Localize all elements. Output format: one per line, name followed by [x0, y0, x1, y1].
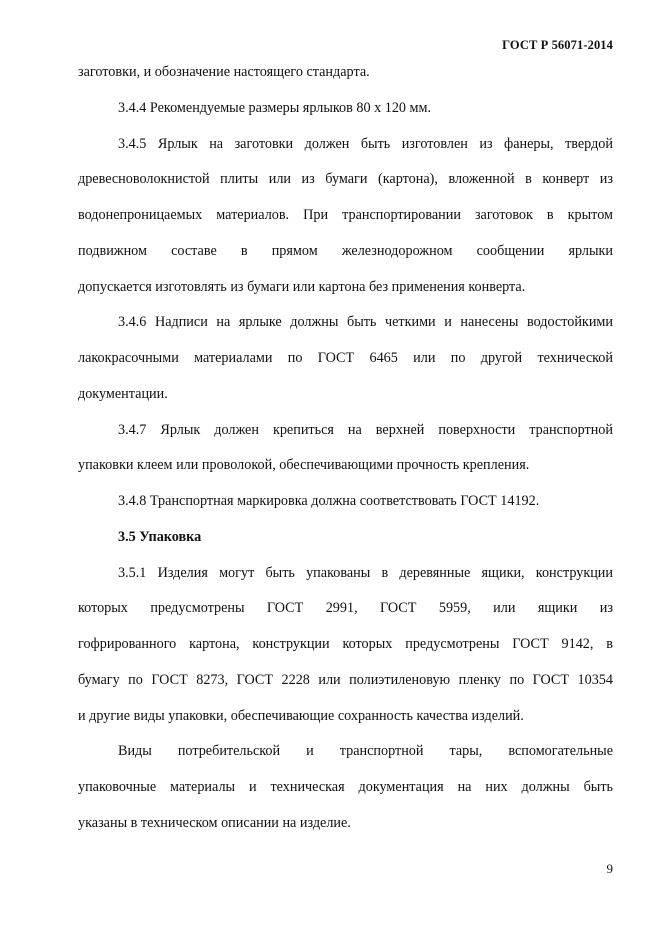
text-line: упаковочные материалы и техническая документация на них должны быть [78, 779, 613, 795]
text-line: 3.4.5 Ярлык на заготовки должен быть изготовлен из фанеры, твердой [118, 136, 613, 152]
text-line: Виды потребительской и транспортной тары, вспомогательные [118, 743, 613, 759]
text-line: 3.4.4 Рекомендуемые размеры ярлыков 80 х 120 мм. [118, 100, 432, 116]
text-line: 3.4.6 Надписи на ярлыке должны быть четкими и нанесены водостойкими [118, 314, 613, 330]
text-line: древесноволокнистой плиты или из бумаги (картона), вложенной в конверт из [78, 171, 613, 187]
text-line: 3.4.8 Транспортная маркировка должна соответствовать ГОСТ 14192. [118, 493, 540, 509]
text-line: указаны в техническом описании на изделие. [78, 815, 351, 831]
text-line: подвижном составе в прямом железнодорожном сообщении ярлыки [78, 243, 613, 259]
text-line: которых предусмотрены ГОСТ 2991, ГОСТ 5959, или ящики из [78, 600, 613, 616]
text-line: и другие виды упаковки, обеспечивающие сохранность качества изделий. [78, 708, 524, 724]
text-line: допускается изготовлять из бумаги или картона без применения конверта. [78, 279, 526, 295]
page-number: 9 [606, 861, 613, 876]
text-line: 3.4.7 Ярлык должен крепиться на верхней поверхности транспортной [118, 422, 613, 438]
text-line: заготовки, и обозначение настоящего стандарта. [78, 64, 370, 80]
section-heading: 3.5 Упаковка [118, 529, 202, 545]
text-line: бумагу по ГОСТ 8273, ГОСТ 2228 или полиэтиленовую пленку по ГОСТ 10354 [78, 672, 613, 688]
text-line: водонепроницаемых материалов. При транспортировании заготовок в крытом [78, 207, 613, 223]
text-line: 3.5.1 Изделия могут быть упакованы в деревянные ящики, конструкции [118, 565, 613, 581]
text-line: гофрированного картона, конструкции которых предусмотрены ГОСТ 9142, в [78, 636, 613, 652]
standard-code-header: ГОСТ Р 56071-2014 [502, 38, 613, 52]
text-line: упаковки клеем или проволокой, обеспечивающими прочность крепления. [78, 457, 530, 473]
text-line: документации. [78, 386, 168, 402]
text-line: лакокрасочными материалами по ГОСТ 6465 или по другой технической [78, 350, 613, 366]
